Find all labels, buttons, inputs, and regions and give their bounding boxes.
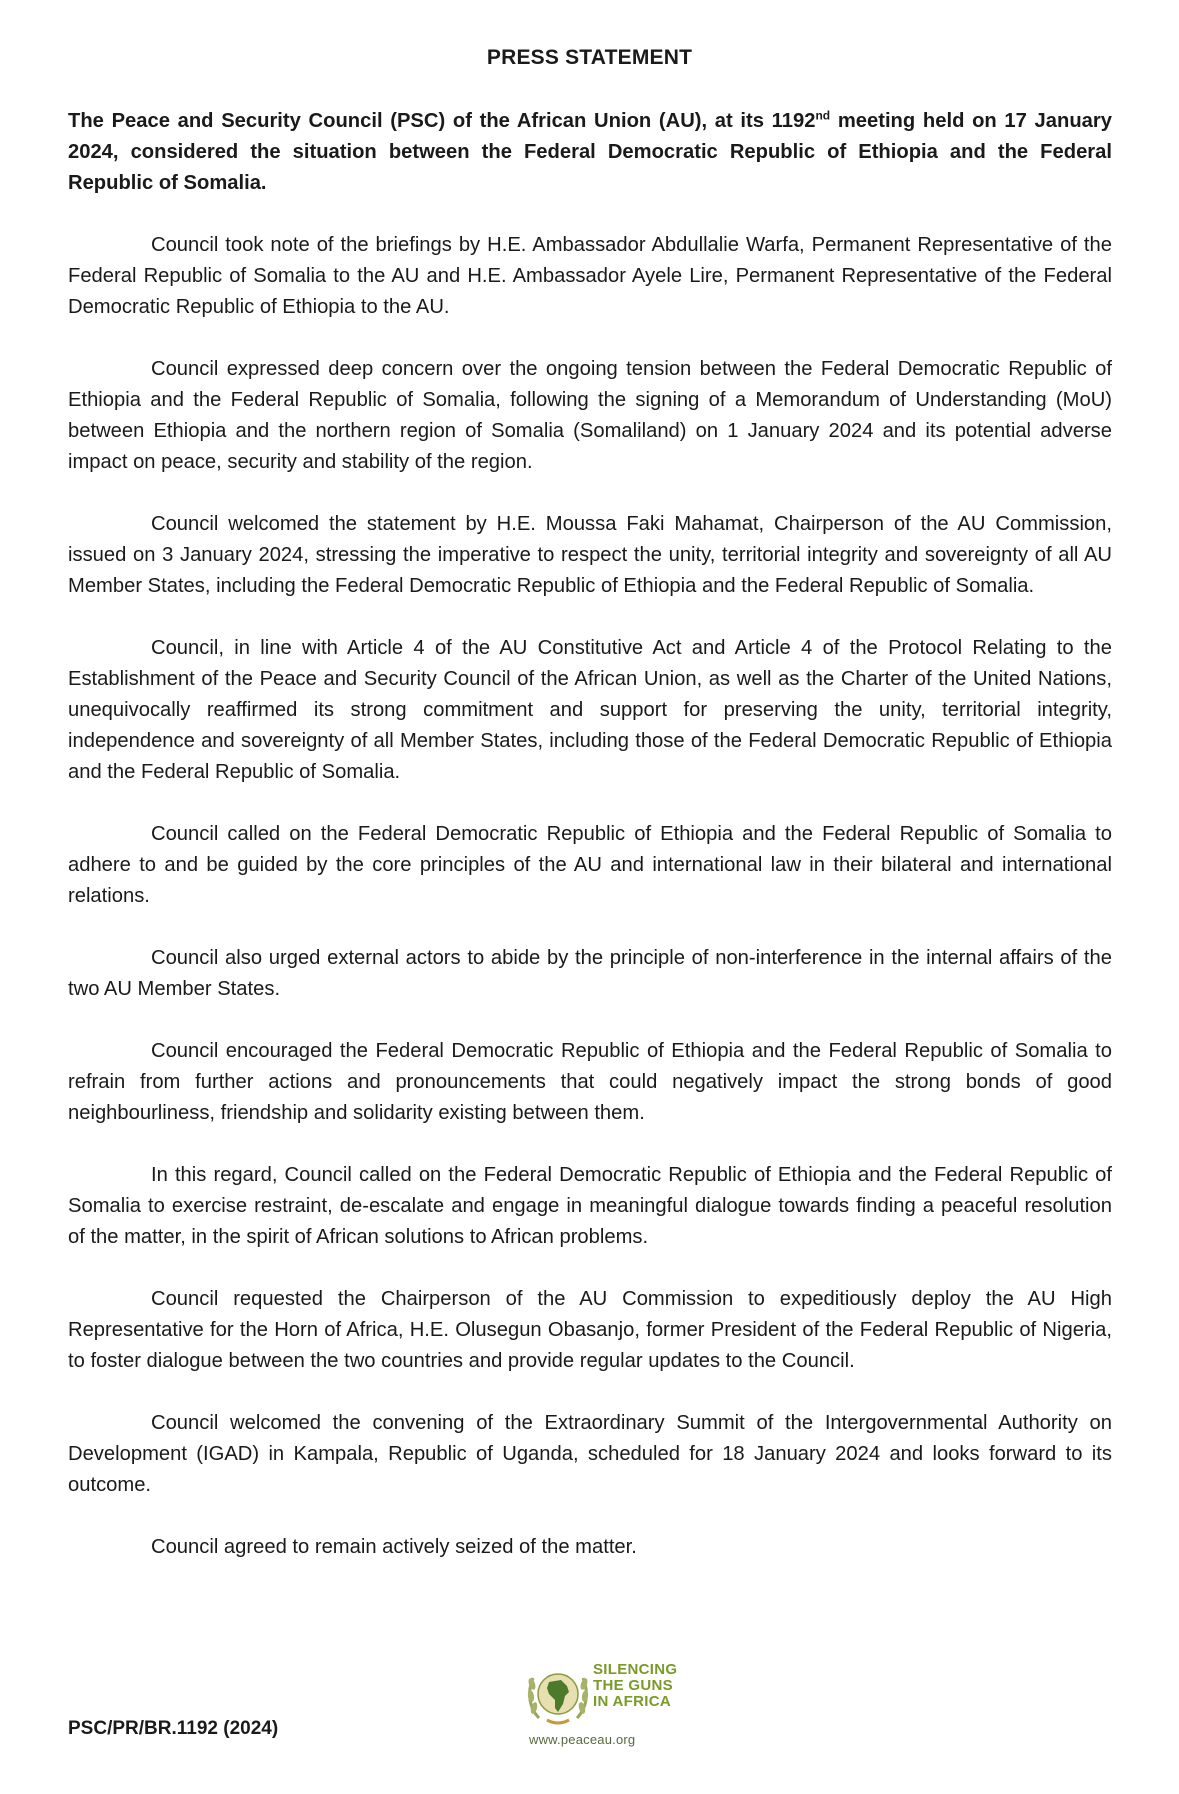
- paragraph-briefings: Council took note of the briefings by H.E. Ambassador Abdullalie Warfa, Permanent Representative of the Federal Republic of Somalia to the AU and H.E. Ambassador Ayele Lire, Permanent Representative of the Federal Democratic Republic of Ethiopia to the AU.: [68, 234, 1112, 318]
- paragraph-seized: Council agreed to remain actively seized of the matter.: [151, 1536, 637, 1558]
- logo-wordmark: [593, 1662, 703, 1710]
- paragraph-reaffirmation: Council, in line with Article 4 of the AU Constitutive Act and Article 4 of the Protocol Relating to the Establishment of the Peace and Security Council of the African Union, as well as the Charter of the United Nations, unequivocally reaffirmed its strong commitment and support for preserving the unity, territorial integrity, independence and sovereignty of all Member States, including those of the Federal Democratic Republic of Ethiopia and the Federal Republic of Somalia.: [68, 637, 1112, 783]
- logo-line-1: SILENCING: [593, 1661, 678, 1678]
- silencing-the-guns-logo: [525, 1656, 695, 1756]
- africa-laurel-icon: [525, 1658, 591, 1728]
- paragraph-restraint: In this regard, Council called on the Federal Democratic Republic of Ethiopia and the Federal Republic of Somalia to exercise restraint, de-escalate and engage in meaningful dialogue towards finding a peaceful resolution of the matter, in the spirit of African solutions to African problems.: [68, 1164, 1112, 1248]
- paragraph-refrain: Council encouraged the Federal Democratic Republic of Ethiopia and the Federal Republic of Somalia to refrain from further actions and pronouncements that could negatively impact the strong bonds of good neighbourliness, friendship and solidarity existing between them.: [68, 1040, 1112, 1124]
- page-title: PRESS STATEMENT: [486, 46, 693, 69]
- document-reference: PSC/PR/BR.1192 (2024): [68, 1718, 279, 1739]
- paragraph-igad-summit: Council welcomed the convening of the Extraordinary Summit of the Intergovernmental Authority on Development (IGAD) in Kampala, Republic of Uganda, scheduled for 18 January 2024 and looks forward to its outcome.: [68, 1412, 1112, 1496]
- logo-line-3: IN AFRICA: [593, 1693, 671, 1710]
- paragraph-non-interference: Council also urged external actors to abide by the principle of non-interference in the internal affairs of the two AU Member States.: [68, 947, 1112, 1000]
- logo-line-2: THE GUNS: [593, 1677, 673, 1694]
- statement-body: [68, 106, 1112, 1594]
- lead-text-end: meeting held on 17 January 2024, considered the situation between the Federal Democratic Republic of Ethiopia and the Federal Republic of Somalia.: [68, 110, 1112, 194]
- paragraph-concern: Council expressed deep concern over the ongoing tension between the Federal Democratic Republic of Ethiopia and the Federal Republic of Somalia, following the signing of a Memorandum of Understanding (MoU) between Ethiopia and the northern region of Somalia (Somaliland) on 1 January 2024 and its potential adverse impact on peace, security and stability of the region.: [68, 358, 1112, 473]
- website-url: www.peaceau.org: [529, 1732, 636, 1747]
- paragraph-high-representative: Council requested the Chairperson of the AU Commission to expeditiously deploy the AU High Representative for the Horn of Africa, H.E. Olusegun Obasanjo, former President of the Federal Republic of Nigeria, to foster dialogue between the two countries and provide regular updates to the Council.: [68, 1288, 1112, 1372]
- ordinal-suffix: nd: [815, 108, 831, 123]
- lead-text-start: The Peace and Security Council (PSC) of the African Union (AU), at its 1192: [68, 110, 816, 132]
- lead-paragraph: [68, 106, 1112, 199]
- paragraph-core-principles: Council called on the Federal Democratic Republic of Ethiopia and the Federal Republic of Somalia to adhere to and be guided by the core principles of the AU and international law in their bilateral and international relations.: [68, 823, 1112, 907]
- paragraph-chairperson-statement: Council welcomed the statement by H.E. Moussa Faki Mahamat, Chairperson of the AU Commission, issued on 3 January 2024, stressing the imperative to respect the unity, territorial integrity and sovereignty of all AU Member States, including the Federal Democratic Republic of Ethiopia and the Federal Republic of Somalia.: [68, 513, 1112, 597]
